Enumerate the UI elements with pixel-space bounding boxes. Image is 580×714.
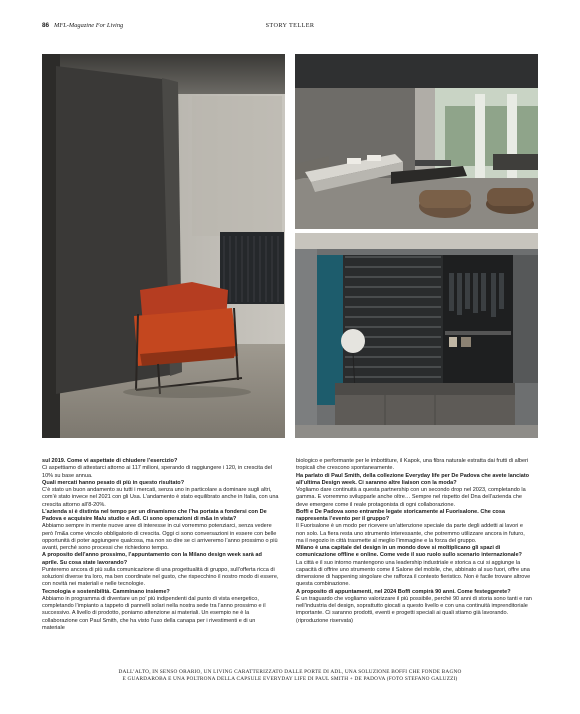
answer: Punteremo ancora di più sulla comunicazione di una progettualità di gruppo, sull’offerta ricca di soluzioni diverse tra loro, ma ben coordinate nel gusto, che rispecchino il nostro modo di essere, con novità nei materiali e nelle tecnologie. — [42, 566, 279, 588]
caption-line: E GUARDAROBA E UNA POLTRONA DELLA CAPSULE EVERYDAY LIFE DI PAUL SMITH + DE PADOVA (FOTO STEFANO GALUZZI) — [122, 676, 458, 683]
wardrobe-bathroom-photo — [295, 233, 538, 438]
answer: Vogliamo dare continuità a questa partnership con un secondo drop nel 2023, completando la gamma. E vorremmo svilupparle anche oltre… Sempre nel rispetto del Dna dell’azienda che deve emergere come il reale protagonista di ogni collaborazione. — [296, 487, 526, 508]
answer: Abbiamo sempre in mente nuove aree di interesse in cui vorremmo potenziarci, senza vedere però l’m&a come vincolo obbligatorio di crescita. Oggi ci sono conversazioni in essere con belle opportunità di poter aggiungere qualcosa, ma non so dire se ci arriveremo l’anno prossimo o più avanti, perché sono processi che richiedono tempo. — [42, 523, 278, 551]
question: A proposito di appuntamenti, nel 2024 Boffi compirà 90 anni. Come festeggerete? — [296, 588, 511, 595]
answer: È un traguardo che vogliamo valorizzare il più possibile, perché 90 anni di storia sono tanti e ran nell’industria del design, soprattutto giocati a questo livello e con una continuità imprenditoriale importante. Ci saranno prodotti, eventi e progetti speciali ai quali stiamo già lavorando. (riproduzione riservata) — [296, 595, 532, 624]
question: L’azienda si è distinta nel tempo per un dinamismo che l’ha portata a fondersi con De Padova e acquisire Ma/u studio e Adl. Ci sono operazioni di m&a in vista? — [42, 508, 267, 522]
section-title: STORY TELLER — [265, 22, 315, 29]
answer: La città e il suo intorno mantengono una leadership industriale e storica a cui si aggiunge la capacità di offrire uno strumento come il Salone del mobile, che, abbinato al suo fuori, offre una dimensione di happening singolare che rafforza il contesto fieristico. Non è facile trovare altrove questa combinazione. — [296, 559, 531, 588]
caption-line: DALL’ALTO, IN SENSO ORARIO, UN LIVING CARATTERIZZATO DALLE PORTE DI ADL, UNA SOLUZIONE BOFFI CHE FONDE BAGNO — [118, 669, 462, 675]
living-room-photo — [295, 54, 538, 229]
question: Milano è una capitale del design in un mondo dove si moltiplicano gli spazi di comunicazione offline e online. Come vede il suo ruolo sullo scenario internazionale? — [296, 545, 522, 559]
question: Ha parlato di Paul Smith, della collezione Everyday life per De Padova che avete lanciato all’ultima Design week. Ci saranno altre liaison con la moda? — [296, 472, 530, 486]
page-number: 86 — [42, 22, 50, 29]
question: Tecnologia e sostenibilità. Camminano insieme? — [42, 588, 170, 595]
publication-name: MFL-Magazine For Living — [54, 22, 124, 29]
page-header — [42, 22, 538, 34]
photo-caption — [60, 669, 520, 683]
answer: Il Fuorisalone è un modo per ricevere un’attenzione speciale da parte degli addetti ai lavori e non solo. La fiera resta uno strumento interessante, che potremmo utilizzare ancora in futuro, ma il negozio in città trasmette al meglio l’immagine e la forza del gruppo. — [296, 523, 525, 544]
answer: Ci aspettiamo di attestarci attorno ai 117 milioni, sperando di raggiungere i 120, in crescita del 10% su base annua. — [42, 465, 272, 479]
question: Quali mercati hanno pesato di più in questo risultato? — [42, 479, 185, 486]
question: Boffi e De Padova sono entrambe legate storicamente al Fuorisalone. Che cosa rappresenta l’evento per il gruppo? — [296, 508, 505, 522]
armchair-photo — [42, 54, 285, 438]
answer: biologico e performante per le imbottiture, il Kapok, una fibra naturale estratta dai frutti di alberi tropicali che crescono spontaneamente. — [296, 458, 529, 472]
article-column-right — [296, 458, 533, 625]
answer: Abbiamo in programma di diventare un po’ più indipendenti dal punto di vista energetico, completando l’impianto a tappeto di pannelli solari nella nostra sede tra l’anno prossimo e il successivo. A livello di prodotto, poniamo attenzione ai materiali. Un esempio ne è la collaborazione con Paul Smith, che ha visto l’uso della canapa per i rivestimenti e di un materiale — [42, 595, 266, 631]
article-column-left — [42, 458, 279, 632]
answer: C’è stato un buon andamento su tutti i mercati, senza uno in particolare a dominare sugli altri, com’è stato invece nel 2021 con gli Usa. L’andamento è stato equilibrato anche in Italia, con una crescita attorno all’8-20%. — [42, 487, 279, 508]
question: A proposito dell’anno prossimo, l’appuntamento con la Milano design week sarà ad aprile. Su cosa state lavorando? — [42, 552, 262, 566]
question: sul 2019. Come vi aspettate di chiudere l’esercizio? — [42, 458, 178, 464]
